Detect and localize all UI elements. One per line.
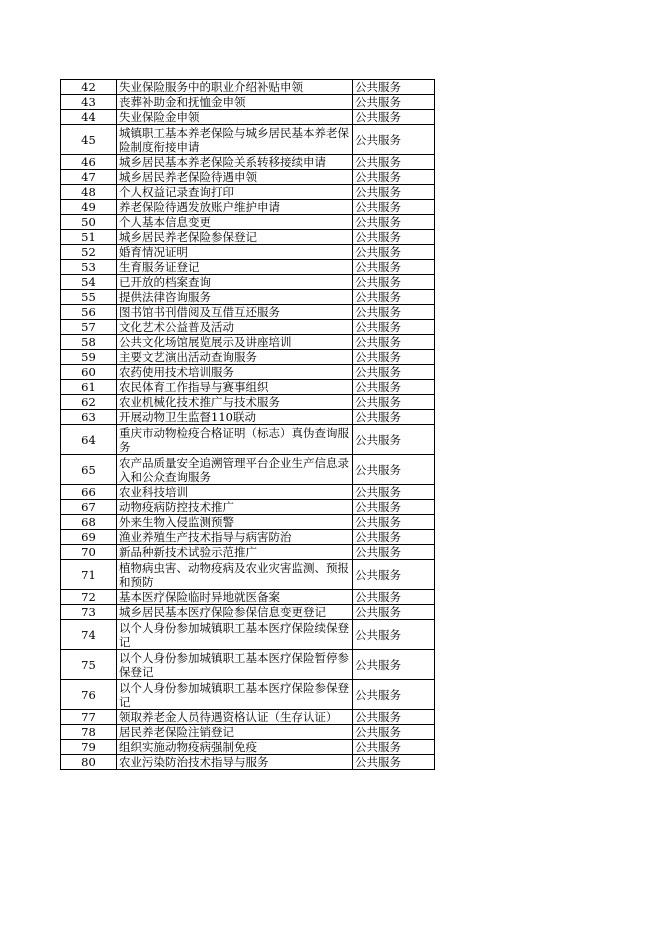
service-name-cell: 生育服务证登记 bbox=[117, 260, 353, 275]
service-type-cell: 公共服务 bbox=[353, 95, 435, 110]
service-name-cell: 居民养老保险注销登记 bbox=[117, 725, 353, 740]
service-type-cell: 公共服务 bbox=[353, 395, 435, 410]
service-list-table-container bbox=[60, 79, 434, 770]
service-type-cell: 公共服务 bbox=[353, 725, 435, 740]
service-name-cell: 养老保险待遇发放账户维护申请 bbox=[117, 200, 353, 215]
row-number-cell: 71 bbox=[61, 560, 117, 590]
row-number-cell: 61 bbox=[61, 380, 117, 395]
table-row bbox=[61, 125, 435, 155]
service-type-cell: 公共服务 bbox=[353, 230, 435, 245]
service-type-cell: 公共服务 bbox=[353, 710, 435, 725]
service-type-cell: 公共服务 bbox=[353, 485, 435, 500]
row-number-cell: 78 bbox=[61, 725, 117, 740]
row-number-cell: 65 bbox=[61, 455, 117, 485]
service-name-cell: 图书馆书刊借阅及互借互还服务 bbox=[117, 305, 353, 320]
table-row bbox=[61, 245, 435, 260]
row-number-cell: 79 bbox=[61, 740, 117, 755]
service-list-table bbox=[60, 79, 435, 770]
table-row bbox=[61, 275, 435, 290]
table-row bbox=[61, 305, 435, 320]
table-row bbox=[61, 155, 435, 170]
row-number-cell: 62 bbox=[61, 395, 117, 410]
service-name-cell: 农产品质量安全追溯管理平台企业生产信息录入和公众查询服务 bbox=[117, 455, 353, 485]
row-number-cell: 48 bbox=[61, 185, 117, 200]
service-type-cell: 公共服务 bbox=[353, 530, 435, 545]
row-number-cell: 68 bbox=[61, 515, 117, 530]
row-number-cell: 58 bbox=[61, 335, 117, 350]
service-name-cell: 文化艺术公益普及活动 bbox=[117, 320, 353, 335]
service-type-cell: 公共服务 bbox=[353, 290, 435, 305]
service-name-cell: 以个人身份参加城镇职工基本医疗保险暂停参保登记 bbox=[117, 650, 353, 680]
table-row bbox=[61, 755, 435, 770]
row-number-cell: 55 bbox=[61, 290, 117, 305]
service-name-cell: 城乡居民养老保险参保登记 bbox=[117, 230, 353, 245]
row-number-cell: 59 bbox=[61, 350, 117, 365]
service-name-cell: 个人权益记录查询打印 bbox=[117, 185, 353, 200]
row-number-cell: 49 bbox=[61, 200, 117, 215]
service-type-cell: 公共服务 bbox=[353, 380, 435, 395]
service-type-cell: 公共服务 bbox=[353, 245, 435, 260]
table-row bbox=[61, 530, 435, 545]
row-number-cell: 67 bbox=[61, 500, 117, 515]
row-number-cell: 42 bbox=[61, 80, 117, 95]
service-name-cell: 已开放的档案查询 bbox=[117, 275, 353, 290]
table-row bbox=[61, 485, 435, 500]
table-row bbox=[61, 80, 435, 95]
service-name-cell: 提供法律咨询服务 bbox=[117, 290, 353, 305]
service-name-cell: 公共文化场馆展览展示及讲座培训 bbox=[117, 335, 353, 350]
service-name-cell: 城乡居民养老保险待遇申领 bbox=[117, 170, 353, 185]
table-row bbox=[61, 395, 435, 410]
row-number-cell: 50 bbox=[61, 215, 117, 230]
service-type-cell: 公共服务 bbox=[353, 650, 435, 680]
table-row bbox=[61, 455, 435, 485]
service-type-cell: 公共服务 bbox=[353, 170, 435, 185]
service-name-cell: 农业科技培训 bbox=[117, 485, 353, 500]
table-row bbox=[61, 290, 435, 305]
service-type-cell: 公共服务 bbox=[353, 275, 435, 290]
row-number-cell: 77 bbox=[61, 710, 117, 725]
service-type-cell: 公共服务 bbox=[353, 365, 435, 380]
table-row bbox=[61, 605, 435, 620]
row-number-cell: 52 bbox=[61, 245, 117, 260]
table-row bbox=[61, 560, 435, 590]
table-row bbox=[61, 680, 435, 710]
row-number-cell: 51 bbox=[61, 230, 117, 245]
row-number-cell: 46 bbox=[61, 155, 117, 170]
table-row bbox=[61, 215, 435, 230]
row-number-cell: 75 bbox=[61, 650, 117, 680]
table-row bbox=[61, 410, 435, 425]
row-number-cell: 64 bbox=[61, 425, 117, 455]
table-row bbox=[61, 425, 435, 455]
table-row bbox=[61, 260, 435, 275]
service-name-cell: 重庆市动物检疫合格证明（标志）真伪查询服务 bbox=[117, 425, 353, 455]
service-name-cell: 城乡居民基本医疗保险参保信息变更登记 bbox=[117, 605, 353, 620]
service-type-cell: 公共服务 bbox=[353, 590, 435, 605]
row-number-cell: 72 bbox=[61, 590, 117, 605]
table-row bbox=[61, 350, 435, 365]
service-type-cell: 公共服务 bbox=[353, 500, 435, 515]
service-type-cell: 公共服务 bbox=[353, 410, 435, 425]
table-row bbox=[61, 230, 435, 245]
service-type-cell: 公共服务 bbox=[353, 620, 435, 650]
service-name-cell: 个人基本信息变更 bbox=[117, 215, 353, 230]
service-type-cell: 公共服务 bbox=[353, 215, 435, 230]
service-name-cell: 植物病虫害、动物疫病及农业灾害监测、预报和预防 bbox=[117, 560, 353, 590]
table-row bbox=[61, 110, 435, 125]
service-type-cell: 公共服务 bbox=[353, 605, 435, 620]
row-number-cell: 47 bbox=[61, 170, 117, 185]
service-name-cell: 农业污染防治技术指导与服务 bbox=[117, 755, 353, 770]
service-name-cell: 城乡居民基本养老保险关系转移接续申请 bbox=[117, 155, 353, 170]
service-type-cell: 公共服务 bbox=[353, 680, 435, 710]
table-row bbox=[61, 710, 435, 725]
row-number-cell: 45 bbox=[61, 125, 117, 155]
service-type-cell: 公共服务 bbox=[353, 155, 435, 170]
service-type-cell: 公共服务 bbox=[353, 320, 435, 335]
service-name-cell: 以个人身份参加城镇职工基本医疗保险续保登记 bbox=[117, 620, 353, 650]
service-name-cell: 动物疫病防控技术推广 bbox=[117, 500, 353, 515]
table-row bbox=[61, 740, 435, 755]
service-name-cell: 领取养老金人员待遇资格认证（生存认证） bbox=[117, 710, 353, 725]
row-number-cell: 44 bbox=[61, 110, 117, 125]
service-name-cell: 农药使用技术培训服务 bbox=[117, 365, 353, 380]
table-row bbox=[61, 380, 435, 395]
row-number-cell: 73 bbox=[61, 605, 117, 620]
row-number-cell: 60 bbox=[61, 365, 117, 380]
service-name-cell: 婚育情况证明 bbox=[117, 245, 353, 260]
service-type-cell: 公共服务 bbox=[353, 80, 435, 95]
service-name-cell: 丧葬补助金和抚恤金申领 bbox=[117, 95, 353, 110]
row-number-cell: 76 bbox=[61, 680, 117, 710]
service-name-cell: 城镇职工基本养老保险与城乡居民基本养老保险制度衔接申请 bbox=[117, 125, 353, 155]
table-row bbox=[61, 365, 435, 380]
service-name-cell: 主要文艺演出活动查询服务 bbox=[117, 350, 353, 365]
service-name-cell: 外来生物入侵监测预警 bbox=[117, 515, 353, 530]
row-number-cell: 63 bbox=[61, 410, 117, 425]
service-name-cell: 失业保险金申领 bbox=[117, 110, 353, 125]
service-type-cell: 公共服务 bbox=[353, 185, 435, 200]
row-number-cell: 70 bbox=[61, 545, 117, 560]
service-type-cell: 公共服务 bbox=[353, 545, 435, 560]
table-row bbox=[61, 725, 435, 740]
service-type-cell: 公共服务 bbox=[353, 260, 435, 275]
service-type-cell: 公共服务 bbox=[353, 200, 435, 215]
table-row bbox=[61, 620, 435, 650]
service-type-cell: 公共服务 bbox=[353, 455, 435, 485]
service-type-cell: 公共服务 bbox=[353, 335, 435, 350]
table-row bbox=[61, 95, 435, 110]
table-row bbox=[61, 515, 435, 530]
service-name-cell: 农民体育工作指导与赛事组织 bbox=[117, 380, 353, 395]
service-name-cell: 新品种新技术试验示范推广 bbox=[117, 545, 353, 560]
service-type-cell: 公共服务 bbox=[353, 110, 435, 125]
table-row bbox=[61, 590, 435, 605]
service-type-cell: 公共服务 bbox=[353, 350, 435, 365]
service-name-cell: 以个人身份参加城镇职工基本医疗保险参保登记 bbox=[117, 680, 353, 710]
service-name-cell: 渔业养殖生产技术指导与病害防治 bbox=[117, 530, 353, 545]
table-row bbox=[61, 500, 435, 515]
row-number-cell: 57 bbox=[61, 320, 117, 335]
service-type-cell: 公共服务 bbox=[353, 425, 435, 455]
row-number-cell: 54 bbox=[61, 275, 117, 290]
row-number-cell: 56 bbox=[61, 305, 117, 320]
table-row bbox=[61, 650, 435, 680]
table-row bbox=[61, 200, 435, 215]
service-type-cell: 公共服务 bbox=[353, 755, 435, 770]
table-row bbox=[61, 170, 435, 185]
service-name-cell: 农业机械化技术推广与技术服务 bbox=[117, 395, 353, 410]
table-row bbox=[61, 335, 435, 350]
service-type-cell: 公共服务 bbox=[353, 560, 435, 590]
table-row bbox=[61, 545, 435, 560]
service-name-cell: 组织实施动物疫病强制免疫 bbox=[117, 740, 353, 755]
service-type-cell: 公共服务 bbox=[353, 740, 435, 755]
table-row bbox=[61, 185, 435, 200]
row-number-cell: 66 bbox=[61, 485, 117, 500]
row-number-cell: 69 bbox=[61, 530, 117, 545]
row-number-cell: 43 bbox=[61, 95, 117, 110]
service-type-cell: 公共服务 bbox=[353, 305, 435, 320]
row-number-cell: 74 bbox=[61, 620, 117, 650]
service-name-cell: 开展动物卫生监督110联动 bbox=[117, 410, 353, 425]
row-number-cell: 80 bbox=[61, 755, 117, 770]
service-name-cell: 基本医疗保险临时异地就医备案 bbox=[117, 590, 353, 605]
service-type-cell: 公共服务 bbox=[353, 125, 435, 155]
table-body bbox=[61, 80, 435, 770]
service-name-cell: 失业保险服务中的职业介绍补贴申领 bbox=[117, 80, 353, 95]
row-number-cell: 53 bbox=[61, 260, 117, 275]
service-type-cell: 公共服务 bbox=[353, 515, 435, 530]
table-row bbox=[61, 320, 435, 335]
